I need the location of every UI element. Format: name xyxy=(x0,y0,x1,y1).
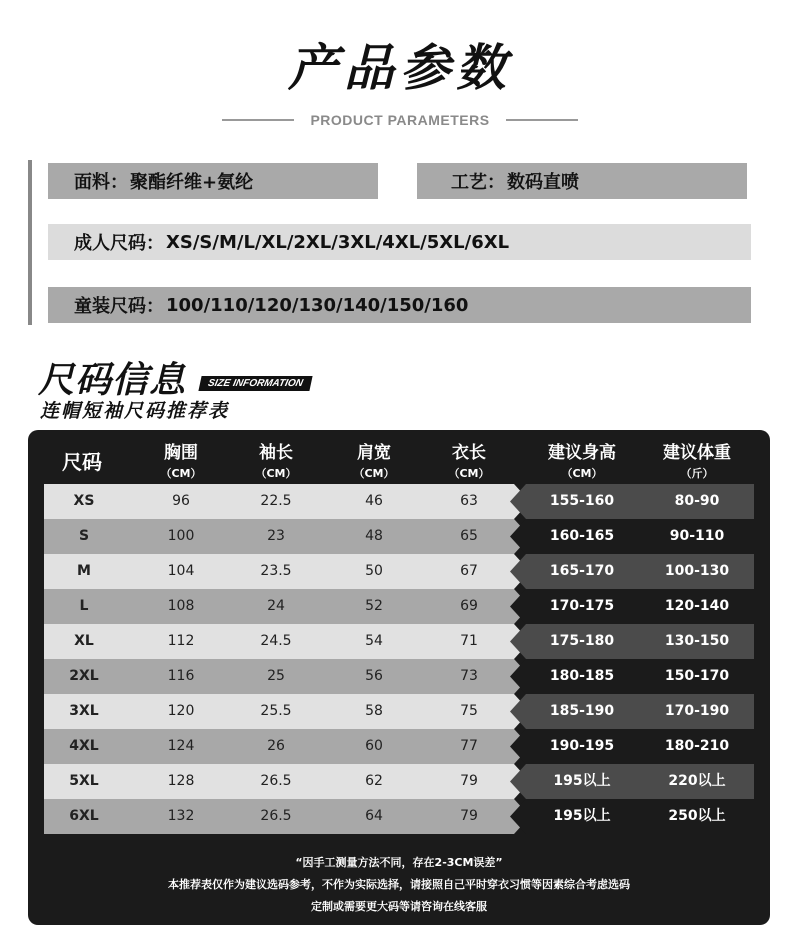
table-row xyxy=(44,659,754,694)
cell-shoulder: 54 xyxy=(365,633,383,649)
subtitle-divider-right xyxy=(506,119,578,121)
param-kids-label: 童装尺码： xyxy=(74,296,164,317)
param-adult-label: 成人尺码： xyxy=(74,233,164,254)
cell-chest: 128 xyxy=(167,773,195,789)
cell-chest: 116 xyxy=(167,668,195,684)
header-chest-unit: （CM） xyxy=(160,467,202,480)
note-measurement: “因手工测量方法不同，存在2-3CM误差” xyxy=(295,856,503,869)
table-row xyxy=(44,519,754,554)
cell-size: 4XL xyxy=(69,738,99,754)
param-adult-value: XS/S/M/L/XL/2XL/3XL/4XL/5XL/6XL xyxy=(166,231,510,253)
cell-height: 170-175 xyxy=(549,598,615,614)
table-row xyxy=(44,694,754,729)
cell-weight: 150-170 xyxy=(664,668,730,684)
cell-size: XL xyxy=(74,633,94,649)
page-title: 产品参数 xyxy=(288,39,512,97)
cell-weight: 170-190 xyxy=(664,703,730,719)
param-adult-sizes xyxy=(48,224,751,260)
subtitle-divider-left xyxy=(222,119,294,121)
cell-weight: 180-210 xyxy=(664,738,730,754)
size-table-body xyxy=(44,484,754,834)
header-weight xyxy=(647,438,747,481)
cell-chest: 96 xyxy=(172,493,190,509)
cell-shoulder: 56 xyxy=(365,668,383,684)
cell-weight: 80-90 xyxy=(674,493,720,509)
table-row xyxy=(44,589,754,624)
cell-length: 65 xyxy=(460,528,478,544)
header-length-unit: （CM） xyxy=(448,467,490,480)
cell-length: 69 xyxy=(460,598,478,614)
cell-height: 180-185 xyxy=(549,668,615,684)
table-row xyxy=(44,624,754,659)
cell-weight: 130-150 xyxy=(664,633,730,649)
cell-chest: 124 xyxy=(167,738,195,754)
cell-sleeve: 25 xyxy=(267,668,285,684)
cell-size: 5XL xyxy=(69,773,99,789)
header-sleeve xyxy=(226,438,326,481)
header-sleeve-label: 袖长 xyxy=(259,443,293,463)
cell-weight: 120-140 xyxy=(664,598,730,614)
cell-length: 67 xyxy=(460,563,478,579)
cell-weight: 250以上 xyxy=(668,808,726,824)
cell-sleeve: 23.5 xyxy=(260,563,292,579)
cell-height: 175-180 xyxy=(549,633,615,649)
header-sleeve-unit: （CM） xyxy=(255,467,297,480)
table-row xyxy=(44,554,754,589)
cell-height: 155-160 xyxy=(549,493,615,509)
cell-length: 71 xyxy=(460,633,478,649)
cell-height: 190-195 xyxy=(549,738,615,754)
cell-shoulder: 46 xyxy=(365,493,383,509)
cell-chest: 120 xyxy=(167,703,195,719)
cell-height: 185-190 xyxy=(549,703,615,719)
cell-length: 79 xyxy=(460,808,478,824)
cell-sleeve: 25.5 xyxy=(260,703,292,719)
note-contact: 定制或需要更大码等请咨询在线客服 xyxy=(311,900,487,913)
table-row xyxy=(44,729,754,764)
cell-size: 2XL xyxy=(69,668,99,684)
header-weight-label: 建议体重 xyxy=(663,443,731,463)
size-info-title: 尺码信息 xyxy=(38,360,187,401)
cell-shoulder: 58 xyxy=(365,703,383,719)
param-fabric xyxy=(48,163,378,199)
param-fabric-value: 聚酯纤维+氨纶 xyxy=(130,172,254,193)
cell-size: 3XL xyxy=(69,703,99,719)
cell-chest: 132 xyxy=(167,808,195,824)
header-height xyxy=(532,438,632,481)
cell-chest: 112 xyxy=(167,633,195,649)
param-craft xyxy=(417,163,747,199)
cell-length: 73 xyxy=(460,668,478,684)
header-size: 尺码 xyxy=(62,450,102,474)
header-shoulder-unit: （CM） xyxy=(353,467,395,480)
cell-shoulder: 48 xyxy=(365,528,383,544)
subtitle-row xyxy=(0,110,800,130)
cell-shoulder: 52 xyxy=(365,598,383,614)
page-subtitle: PRODUCT PARAMETERS xyxy=(310,112,490,128)
param-kids-sizes xyxy=(48,287,751,323)
param-craft-label: 工艺： xyxy=(451,172,505,193)
param-craft-value: 数码直喷 xyxy=(507,172,579,193)
cell-sleeve: 22.5 xyxy=(260,493,292,509)
size-info-subtitle: 连帽短袖尺码推荐表 xyxy=(40,400,230,422)
cell-shoulder: 50 xyxy=(365,563,383,579)
cell-height: 195以上 xyxy=(553,773,611,789)
header-height-unit: （CM） xyxy=(561,467,603,480)
cell-height: 160-165 xyxy=(549,528,615,544)
cell-height: 165-170 xyxy=(549,563,615,579)
cell-sleeve: 26.5 xyxy=(260,808,292,824)
cell-height: 195以上 xyxy=(553,808,611,824)
size-info-badge: SIZE INFORMATION xyxy=(198,376,312,391)
cell-sleeve: 23 xyxy=(267,528,285,544)
params-accent-bar xyxy=(28,160,32,325)
cell-shoulder: 64 xyxy=(365,808,383,824)
table-row xyxy=(44,799,754,834)
header-shoulder xyxy=(324,438,424,481)
cell-shoulder: 60 xyxy=(365,738,383,754)
note-reference: 本推荐表仅作为建议选码参考，不作为实际选择，请接照自己平时穿衣习惯等因素综合考虑选码 xyxy=(168,878,630,891)
cell-shoulder: 62 xyxy=(365,773,383,789)
header-length-label: 衣长 xyxy=(452,443,486,463)
param-fabric-label: 面料： xyxy=(74,172,128,193)
cell-chest: 100 xyxy=(167,528,195,544)
cell-weight: 90-110 xyxy=(669,528,725,544)
cell-length: 75 xyxy=(460,703,478,719)
cell-length: 79 xyxy=(460,773,478,789)
cell-size: M xyxy=(77,563,91,579)
param-kids-value: 100/110/120/130/140/150/160 xyxy=(166,294,469,316)
cell-sleeve: 26.5 xyxy=(260,773,292,789)
table-row xyxy=(44,484,754,519)
cell-chest: 108 xyxy=(167,598,195,614)
cell-chest: 104 xyxy=(167,563,195,579)
header-length xyxy=(419,438,519,481)
cell-weight: 100-130 xyxy=(664,563,730,579)
header-chest-label: 胸围 xyxy=(164,443,198,463)
cell-size: L xyxy=(79,598,89,614)
cell-sleeve: 24.5 xyxy=(260,633,292,649)
cell-size: XS xyxy=(73,493,95,509)
header-chest xyxy=(131,438,231,481)
cell-size: S xyxy=(78,528,90,544)
header-height-label: 建议身高 xyxy=(548,443,616,463)
cell-length: 77 xyxy=(460,738,478,754)
header-weight-unit: （斤） xyxy=(680,467,714,480)
cell-weight: 220以上 xyxy=(668,773,726,789)
cell-sleeve: 24 xyxy=(267,598,285,614)
cell-size: 6XL xyxy=(69,808,99,824)
cell-sleeve: 26 xyxy=(267,738,285,754)
table-row xyxy=(44,764,754,799)
header-shoulder-label: 肩宽 xyxy=(357,443,391,463)
cell-length: 63 xyxy=(460,493,478,509)
